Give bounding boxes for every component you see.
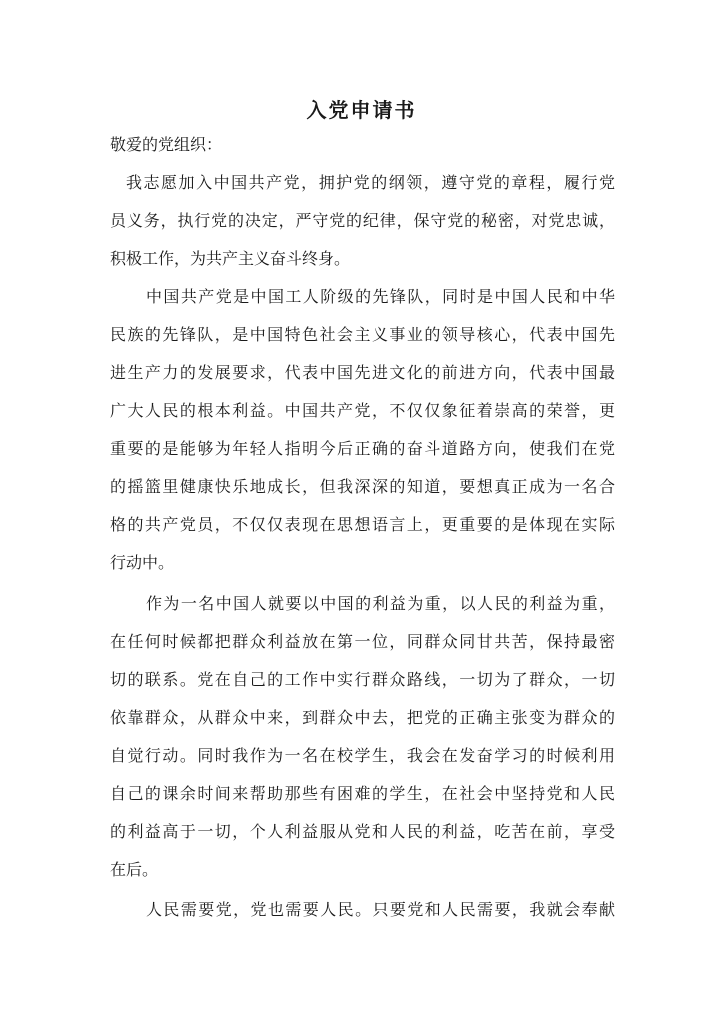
paragraph-line: 我志愿加入中国共产党，拥护党的纲领，遵守党的章程，履行党 [126, 173, 615, 192]
paragraph-line: 在任何时候都把群众利益放在第一位，同群众同甘共苦，保持最密 [110, 632, 615, 651]
paragraph-line: 重要的是能够为年轻人指明今后正确的奋斗道路方向，使我们在党 [110, 439, 615, 458]
paragraph-line: 广大人民的根本利益。中国共产党，不仅仅象征着崇高的荣誉，更 [110, 401, 615, 420]
paragraph-line: 自觉行动。同时我作为一名在校学生，我会在发奋学习的时候利用 [110, 746, 615, 765]
paragraph-line: 格的共产党员，不仅仅表现在思想语言上，更重要的是体现在实际 [110, 515, 615, 534]
paragraph-line: 进生产力的发展要求，代表中国先进文化的前进方向，代表中国最 [110, 363, 615, 382]
paragraph-line: 人民需要党，党也需要人民。只要党和人民需要，我就会奉献 [146, 900, 615, 919]
paragraph-line: 作为一名中国人就要以中国的利益为重，以人民的利益为重， [146, 594, 615, 613]
paragraph-line: 民族的先锋队，是中国特色社会主义事业的领导核心，代表中国先 [110, 325, 615, 344]
paragraph-line: 积极工作，为共产主义奋斗终身。 [110, 249, 351, 268]
paragraph-line: 在后。 [110, 860, 159, 879]
paragraph-line: 的摇篮里健康快乐地成长，但我深深的知道，要想真正成为一名合 [110, 477, 615, 496]
paragraph-line: 中国共产党是中国工人阶级的先锋队，同时是中国人民和中华 [146, 287, 615, 306]
paragraph-line: 依靠群众，从群众中来，到群众中去，把党的正确主张变为群众的 [110, 708, 615, 727]
paragraph-line: 员义务，执行党的决定，严守党的纪律，保守党的秘密，对党忠诚， [110, 211, 615, 230]
document-title: 入党申请书 [306, 98, 417, 122]
paragraph-line: 切的联系。党在自己的工作中实行群众路线，一切为了群众，一切 [110, 670, 615, 689]
salutation: 敬爱的党组织： [110, 135, 223, 154]
paragraph-line: 行动中。 [110, 553, 175, 572]
paragraph-line: 自己的课余时间来帮助那些有困难的学生，在社会中坚持党和人民 [110, 784, 615, 803]
paragraph-line: 的利益高于一切，个人利益服从党和人民的利益，吃苦在前，享受 [110, 822, 615, 841]
